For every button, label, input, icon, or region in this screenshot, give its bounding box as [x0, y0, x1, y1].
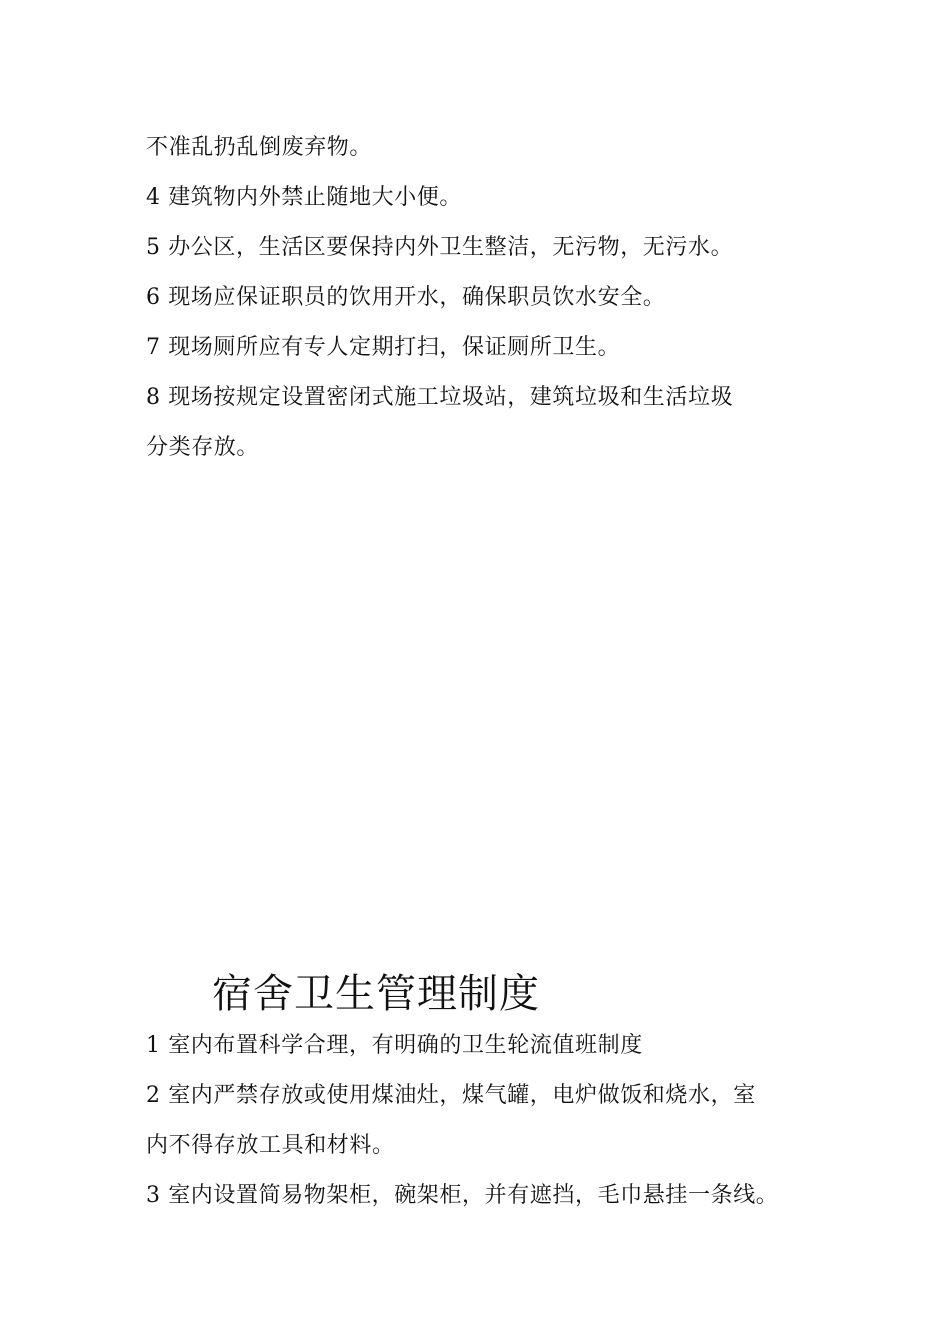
text-line: 4 建筑物内外禁止随地大小便。 [146, 185, 462, 210]
text-line: 8 现场按规定设置密闭式施工垃圾站，建筑垃圾和生活垃圾 [146, 385, 734, 410]
section-title: 宿舍卫生管理制度 [212, 971, 540, 1017]
text-line: 2 室内严禁存放或使用煤油灶，煤气罐，电炉做饭和烧水，室 [146, 1083, 756, 1108]
text-line: 内不得存放工具和材料。 [146, 1133, 395, 1158]
text-line: 7 现场厕所应有专人定期打扫，保证厕所卫生。 [146, 335, 621, 360]
text-line: 不准乱扔乱倒废弃物。 [146, 135, 373, 160]
text-line: 3 室内设置简易物架柜，碗架柜，并有遮挡，毛巾悬挂一条线。 [146, 1183, 779, 1208]
text-line: 5 办公区，生活区要保持内外卫生整洁，无污物，无污水。 [146, 235, 734, 260]
text-line: 分类存放。 [146, 435, 260, 460]
text-line: 6 现场应保证职员的饮用开水，确保职员饮水安全。 [146, 285, 666, 310]
text-line: 1 室内布置科学合理，有明确的卫生轮流值班制度 [146, 1033, 643, 1058]
